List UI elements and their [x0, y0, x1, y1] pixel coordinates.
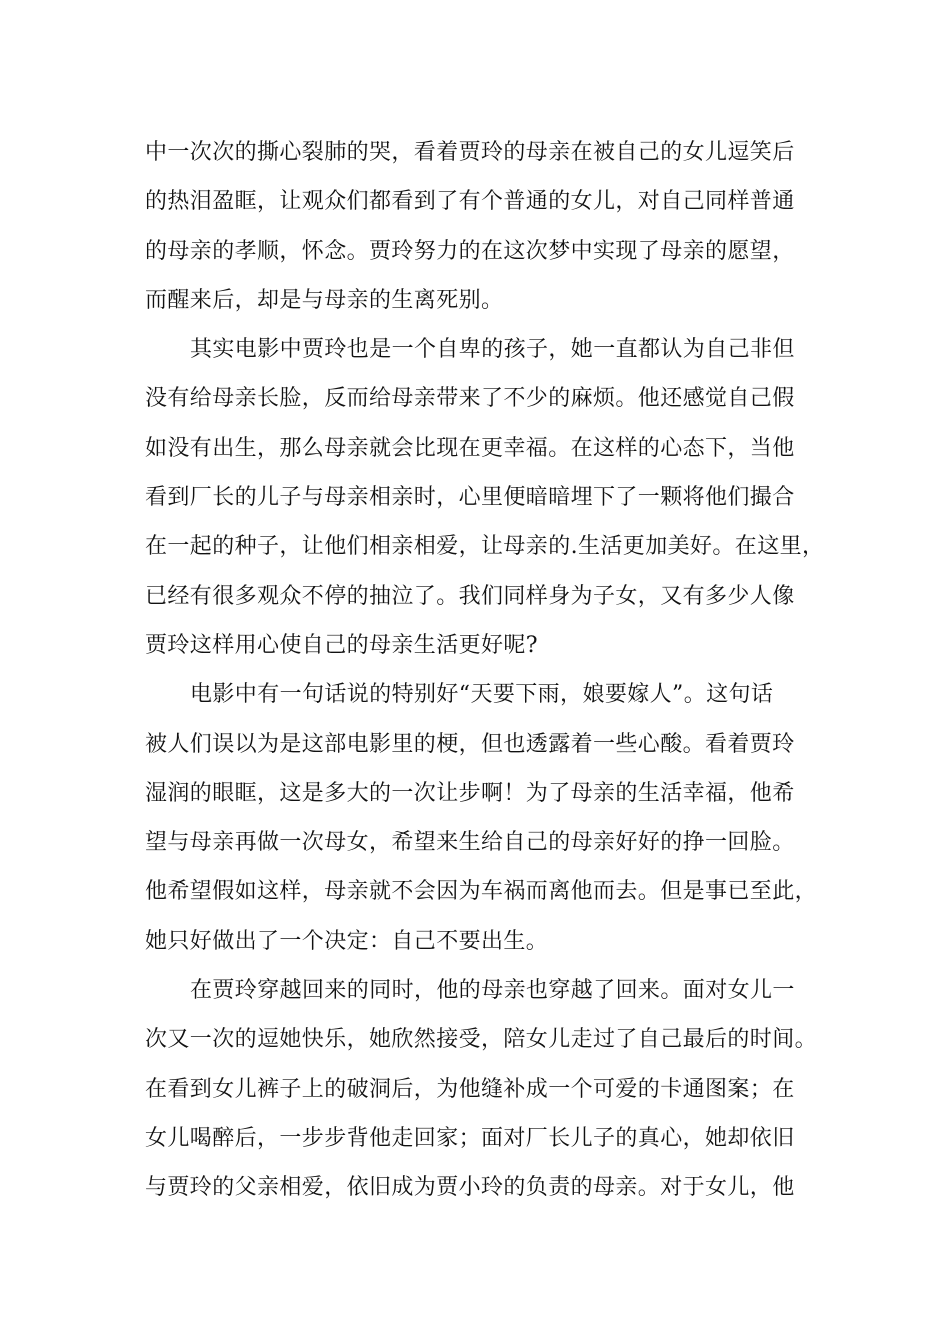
article-body: [145, 128, 825, 1213]
text-line: 中一次次的撕心裂肺的哭，看着贾玲的母亲在被自己的女儿逗笑后: [145, 140, 795, 165]
text-line: 与贾玲的父亲相爱，依旧成为贾小玲的负责的母亲。对于女儿，他: [145, 1175, 795, 1201]
text-line: 的热泪盈眶，让观众们都看到了有个普通的女儿，对自己同样普通: [145, 189, 795, 215]
text-line: 已经有很多观众不停的抽泣了。我们同样身为子女，又有多少人像: [145, 583, 795, 609]
text-line: 他希望假如这样，母亲就不会因为车祸而离他而去。但是事已至此，: [145, 879, 818, 905]
text-line: 没有给母亲长脸，反而给母亲带来了不少的麻烦。他还感觉自己假: [145, 386, 795, 412]
text-line: 如没有出生，那么母亲就会比现在更幸福。在这样的心态下，当他: [145, 435, 795, 461]
text-line: 女儿喝醉后，一步步背他走回家；面对厂长儿子的真心，她却依旧: [145, 1125, 795, 1151]
text-line: 在一起的种子，让他们相亲相爱，让母亲的.生活更加美好。在这里，: [145, 534, 825, 560]
text-line: 湿润的眼眶，这是多大的一次让步啊！为了母亲的生活幸福，他希: [145, 780, 795, 806]
text-line: 看到厂长的儿子与母亲相亲时，心里便暗暗埋下了一颗将他们撮合: [145, 485, 795, 511]
text-line: 她只好做出了一个决定：自己不要出生。: [145, 928, 549, 954]
paragraph-first-line: 电影中有一句话说的特别好“天要下雨，娘要嫁人”。这句话: [190, 682, 774, 708]
text-line: 贾玲这样用心使自己的母亲生活更好呢?: [145, 632, 538, 658]
text-line: 的母亲的孝顺，怀念。贾玲努力的在这次梦中实现了母亲的愿望，: [145, 238, 795, 264]
paragraph-first-line: 在贾玲穿越回来的同时，他的母亲也穿越了回来。面对女儿一: [190, 978, 795, 1004]
text-line: 次又一次的逗她快乐，她欣然接受，陪女儿走过了自己最后的时间。: [145, 1027, 818, 1053]
text-line: 而醒来后，却是与母亲的生离死别。: [145, 287, 504, 313]
text-line: 被人们误以为是这部电影里的梗，但也透露着一些心酸。看着贾玲: [145, 731, 795, 757]
text-line: 望与母亲再做一次母女，希望来生给自己的母亲好好的挣一回脸。: [145, 830, 795, 856]
paragraph-first-line: 其实电影中贾玲也是一个自卑的孩子，她一直都认为自己非但: [190, 337, 795, 363]
text-line: 在看到女儿裤子上的破洞后，为他缝补成一个可爱的卡通图案；在: [145, 1076, 795, 1102]
